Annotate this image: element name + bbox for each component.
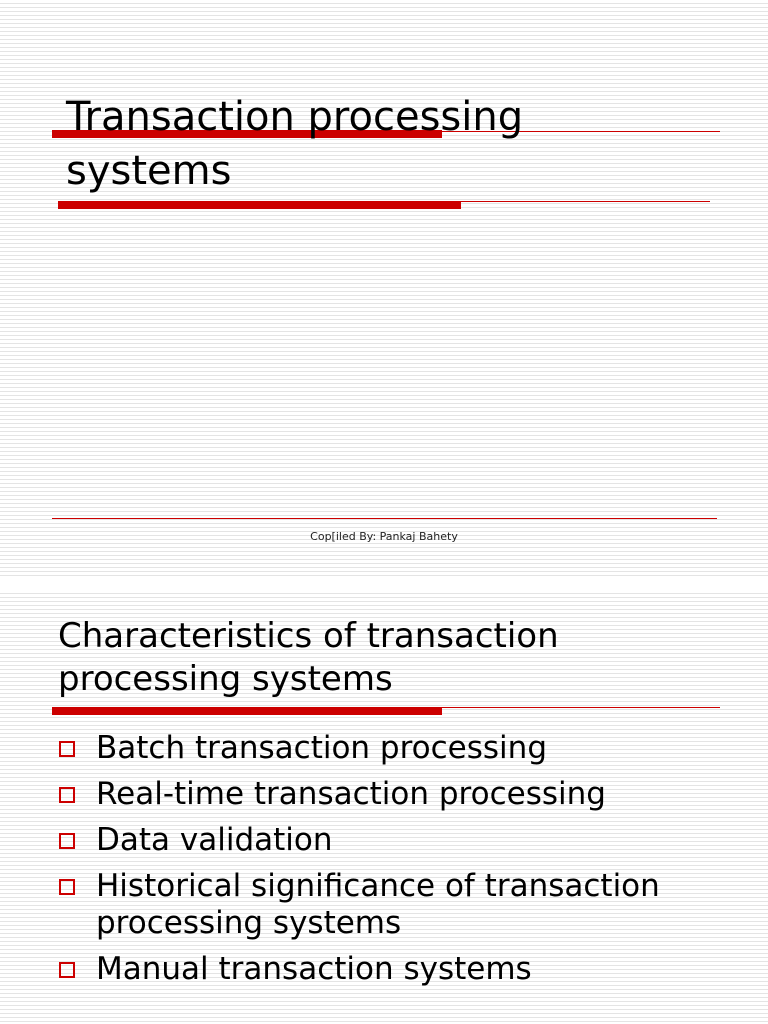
hollow-square-bullet-icon: [59, 833, 75, 849]
slide-title-line-1: Transaction processing: [66, 94, 524, 140]
list-item: [58, 868, 660, 942]
list-item-text-continued: processing systems: [96, 905, 402, 941]
footer-credit: Cop[iled By: Pankaj Bahety: [310, 530, 458, 543]
list-item-text: Batch transaction processing: [96, 730, 547, 766]
hollow-square-bullet-icon: [59, 879, 75, 895]
content-slide: [0, 590, 768, 1024]
list-item-text: Manual transaction systems: [96, 951, 532, 987]
slide-heading-line-1: Characteristics of transaction: [58, 616, 559, 656]
slide-gap: [0, 576, 768, 590]
list-item-text: Real-time transaction processing: [96, 776, 606, 812]
list-item: [58, 730, 660, 767]
list-item-text: Data validation: [96, 822, 333, 858]
list-item: [58, 776, 660, 813]
slide-title-line-2: systems: [66, 148, 232, 194]
slide-heading-line-2: processing systems: [58, 659, 393, 699]
hollow-square-bullet-icon: [59, 741, 75, 757]
list-item-text: Historical significance of transaction: [96, 868, 660, 904]
hollow-square-bullet-icon: [59, 787, 75, 803]
footer-rule: [52, 518, 717, 519]
title-bottom-accent-bar: [58, 201, 461, 209]
list-item: [58, 951, 660, 988]
hollow-square-bullet-icon: [59, 962, 75, 978]
list-item: [58, 822, 660, 859]
heading-accent-bar: [52, 707, 442, 715]
characteristics-list: [58, 730, 660, 997]
